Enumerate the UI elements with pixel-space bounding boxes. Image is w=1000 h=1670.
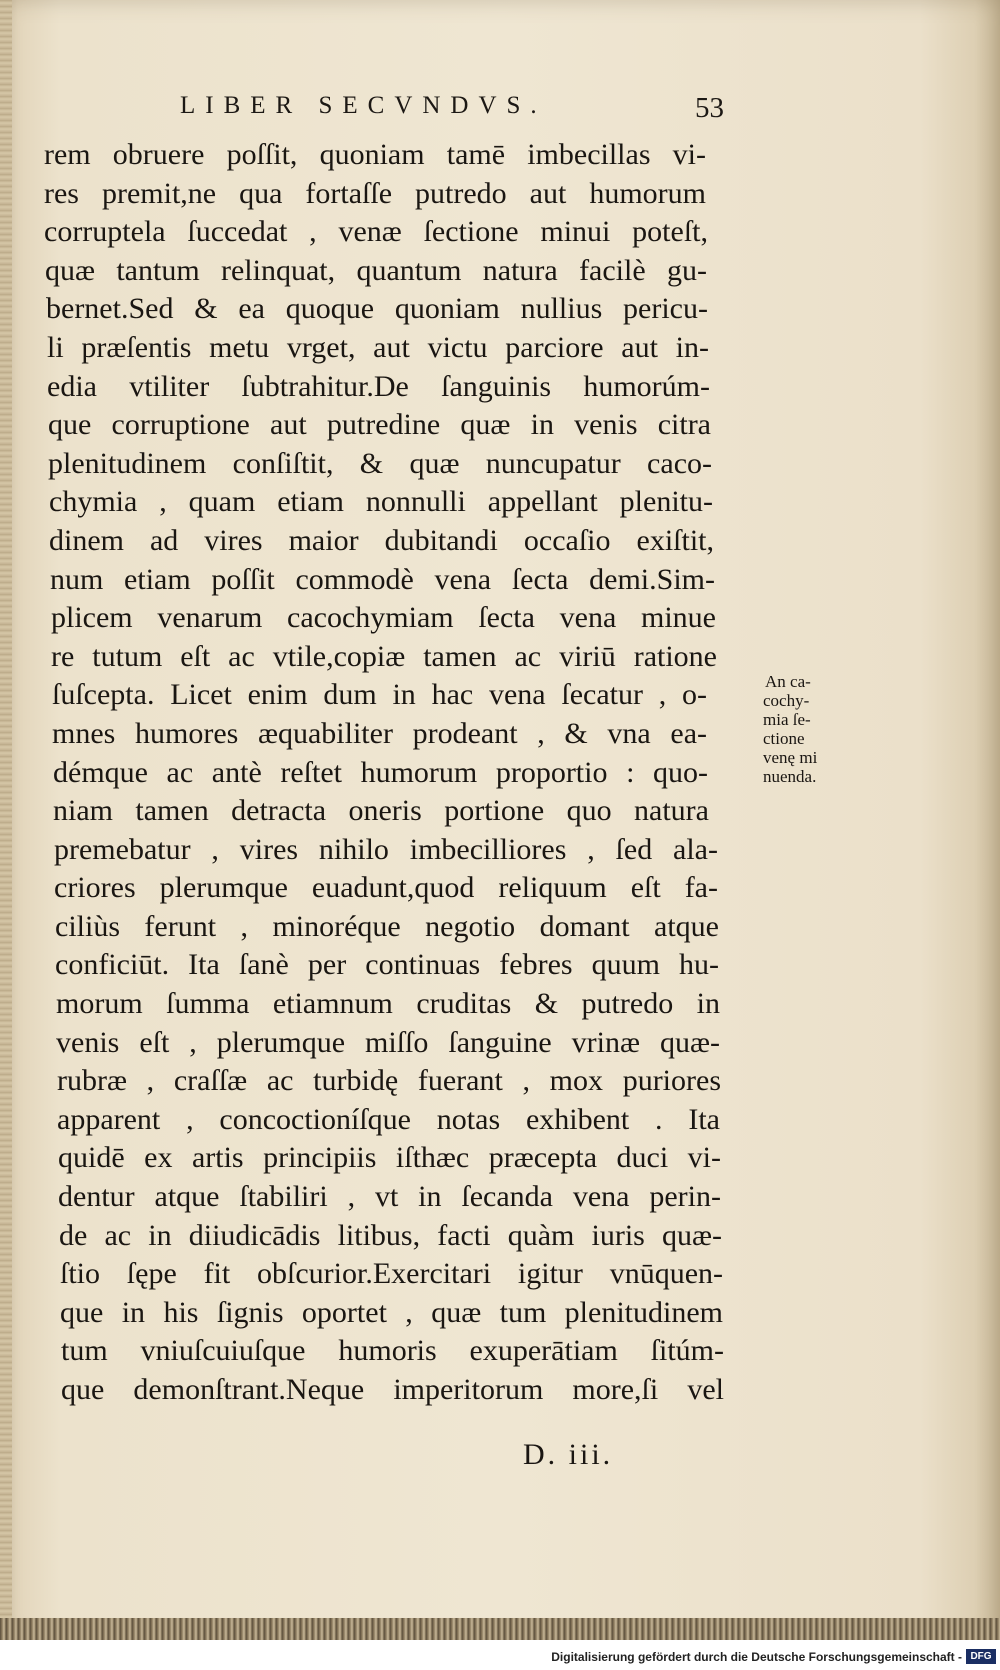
text-line: bernet.Sed & ea quoque quoniam nullius pericu- — [46, 292, 708, 326]
text-line: apparent , concoctioníſque notas exhibent . Ita — [57, 1102, 720, 1136]
text-line: corruptela ſuccedat , venæ ſectione minui poteſt, — [44, 215, 708, 249]
text-line: tum vniuſcuiuſque humoris exuperātiam ſitúm- — [61, 1334, 724, 1368]
text-line: ſuſcepta. Licet enim dum in hac vena ſecatur , o- — [52, 678, 707, 712]
text-line: dinem ad vires maior dubitandi occaſio exiſtit, — [49, 523, 714, 557]
text-line: plicem venarum cacochymiam ſecta vena minue — [51, 601, 716, 635]
text-line: morum ſumma etiamnum cruditas & putredo in — [56, 987, 720, 1021]
digitization-footer — [0, 1646, 1000, 1670]
page-number: 53 — [695, 92, 724, 124]
marginal-note-line: ctione — [763, 729, 805, 748]
text-line: démque ac antè reſtet humorum proportio : quo- — [53, 755, 708, 789]
text-line: chymia , quam etiam nonnulli appellant plenitu- — [49, 485, 713, 519]
funding-credit: Digitalisierung gefördert durch die Deutsche Forschungsgemeinschaft - — [551, 1650, 962, 1664]
dfg-logo: DFG — [966, 1649, 996, 1664]
text-line: plenitudinem conſiſtit, & quæ nuncupatur caco- — [48, 446, 712, 480]
text-line: que demonſtrant.Neque imperitorum more,ſi vel — [61, 1373, 724, 1406]
text-line: edia vtiliter ſubtrahitur.De ſanguinis humorúm- — [47, 369, 710, 403]
text-line: rubræ , craſſæ ac turbidę fuerant , mox puriores — [57, 1064, 721, 1098]
text-line: num etiam poſſit commodè vena ſecta demi.Sim- — [50, 562, 715, 596]
text-line: conficiūt. Ita ſanè per continuas febres quum hu- — [55, 948, 719, 982]
text-line: premebatur , vires nihilo imbecilliores , ſed ala- — [54, 832, 718, 866]
text-line: venis eſt , plerumque miſſo ſanguine vrinæ quæ- — [56, 1025, 720, 1059]
text-line: mnes humores æquabiliter prodeant , & vna ea- — [52, 716, 707, 750]
running-head: LIBER SECVNDVS. — [180, 92, 547, 119]
text-line: dentur atque ſtabiliri , vt in ſecanda vena perin- — [58, 1180, 721, 1214]
page-bottom-edge — [0, 1618, 1000, 1640]
marginal-note-line: mia ſe- — [763, 710, 811, 729]
marginal-note-line: nuenda. — [763, 767, 817, 786]
text-line: rem obruere poſſit, quoniam tamē imbecillas vi- — [44, 138, 706, 171]
text-line: ſtio ſępe fit obſcurior.Exercitari igitur vnūquen- — [60, 1257, 723, 1291]
text-line: que in his ſignis oportet , quæ tum plenitudinem — [60, 1295, 723, 1329]
text-line: ciliùs ferunt , minoréque negotio domant atque — [55, 909, 719, 943]
body-text — [0, 136, 760, 1410]
text-line: quidē ex artis principiis iſthæc præcepta duci vi- — [58, 1141, 721, 1175]
text-line: de ac in diiudicādis litibus, facti quàm iuris quæ- — [59, 1218, 722, 1252]
signature-mark: D. iii. — [523, 1438, 614, 1471]
text-line: res premit,ne qua fortaſſe putredo aut humorum — [44, 176, 706, 210]
text-line: que corruptione aut putredine quæ in venis citra — [48, 408, 711, 442]
marginal-note-line: An ca- — [765, 672, 811, 691]
text-line: li præſentis metu vrget, aut victu parciore aut in- — [47, 330, 709, 364]
marginal-note-line: cochy- — [763, 691, 810, 710]
text-line: criores plerumque euadunt,quod reliquum eſt fa- — [54, 871, 718, 905]
text-line: re tutum eſt ac vtile,copiæ tamen ac viriū ratione — [51, 639, 717, 673]
text-line: quæ tantum relinquat, quantum natura facilè gu- — [45, 253, 707, 287]
marginal-note — [763, 672, 843, 786]
text-line: niam tamen detracta oneris portione quo natura — [53, 794, 709, 828]
marginal-note-line: venę mi — [763, 748, 818, 767]
